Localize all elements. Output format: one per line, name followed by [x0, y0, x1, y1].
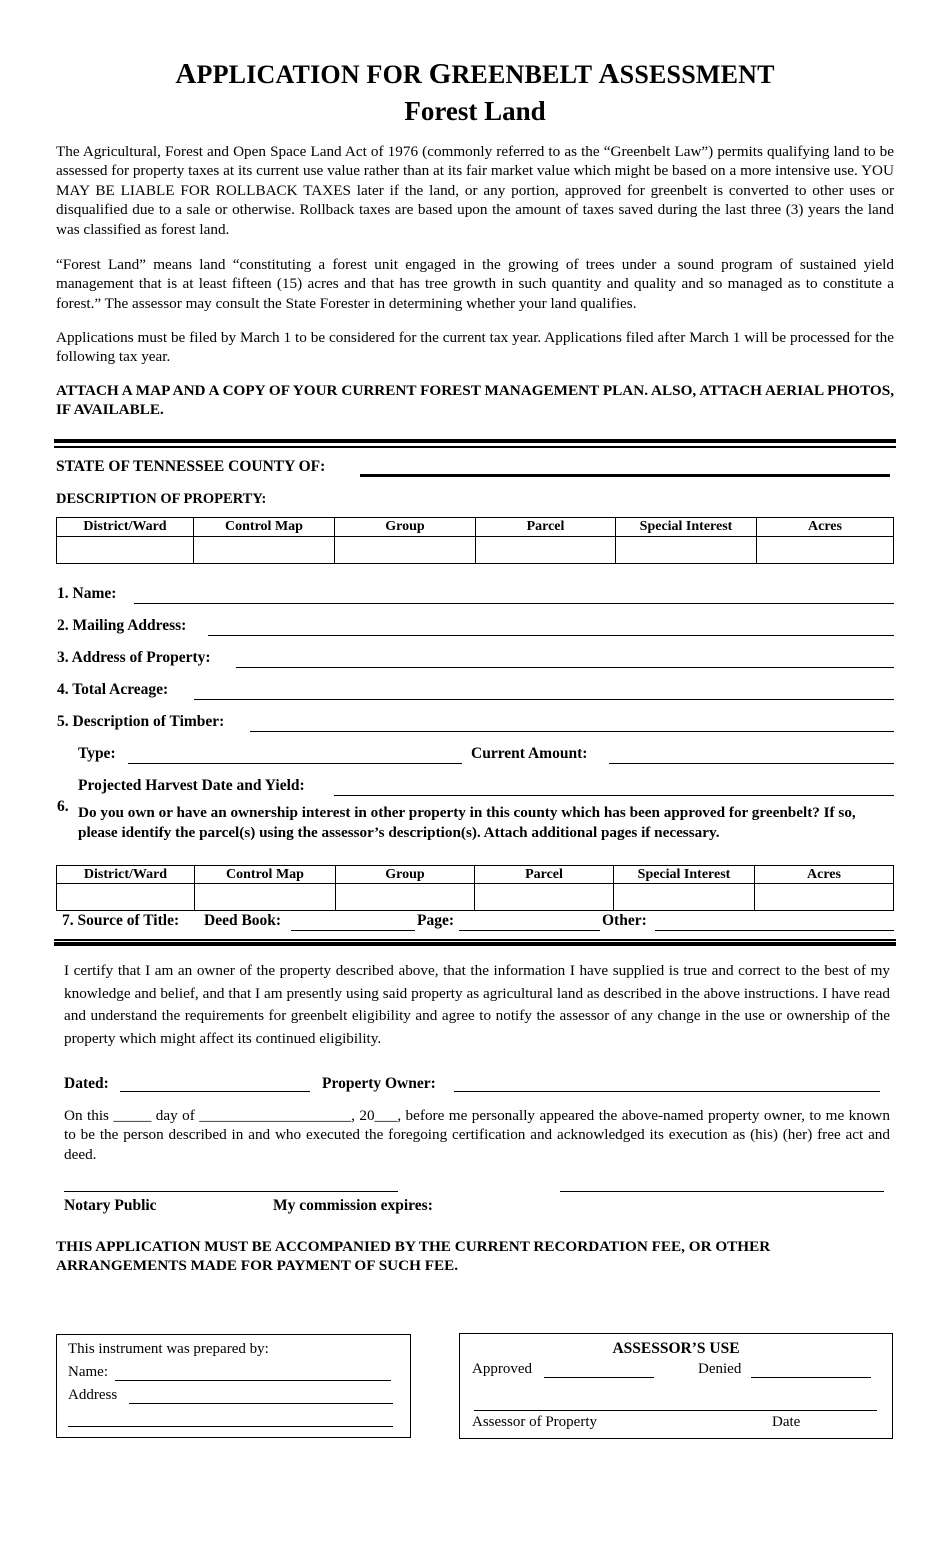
intro-paragraph-3: Applications must be filed by March 1 to be considered for the current tax year. Applications filed after March 1 will be processed for the following tax year. [56, 329, 894, 366]
prepared-name-label: Name: [68, 1364, 108, 1380]
property-owner-field[interactable] [454, 1091, 880, 1092]
title-part-3: SSESSMENT [619, 60, 775, 89]
cell-special-interest[interactable] [614, 884, 755, 911]
col-control-map: Control Map [195, 866, 336, 884]
cell-control-map[interactable] [194, 537, 335, 564]
prepared-by-box [56, 1334, 411, 1438]
total-acreage-field[interactable] [194, 699, 894, 700]
cell-control-map[interactable] [195, 884, 336, 911]
prepared-address-field[interactable] [129, 1403, 393, 1404]
page-subtitle: Forest Land [404, 96, 546, 126]
other-property-table [56, 865, 894, 911]
col-special-interest: Special Interest [616, 518, 757, 537]
prepared-address-label: Address [68, 1387, 118, 1403]
commission-expires-label: My commission expires: [273, 1197, 433, 1214]
assessor-date-label: Date [772, 1414, 801, 1430]
approved-field[interactable] [544, 1377, 654, 1378]
prepared-address-line-2[interactable] [68, 1426, 393, 1427]
page-title [0, 58, 950, 91]
title-cap-2: G [428, 58, 452, 90]
property-owner-label: Property Owner: [322, 1075, 436, 1092]
cell-district-ward[interactable] [57, 537, 194, 564]
total-acreage-label: 4. Total Acreage: [57, 681, 169, 698]
title-part-2: REENBELT [451, 60, 599, 89]
dated-field[interactable] [120, 1091, 310, 1092]
property-address-label: 3. Address of Property: [57, 649, 211, 666]
section-divider-bottom-thin [54, 939, 896, 941]
description-table [56, 517, 894, 564]
fee-notice: THIS APPLICATION MUST BE ACCOMPANIED BY THE CURRENT RECORDATION FEE, OR OTHER ARRANGEMENTS MADE FOR PAYMENT OF SUCH FEE. [56, 1238, 771, 1275]
certification-text: I certify that I am an owner of the property described above, that the information I have supplied is true and correct to the best of my knowledge and belief, and that I am presently using said property as agricultural land as described in the above instructions. I have read and understand the requirements for greenbelt eligibility and agree to notify the assessor of any change in the use or ownership of the property which might affect its continued eligibility. [64, 962, 890, 1047]
harvest-label: Projected Harvest Date and Yield: [78, 777, 305, 794]
col-acres: Acres [755, 866, 894, 884]
deed-book-field[interactable] [291, 930, 415, 931]
name-label: 1. Name: [57, 585, 117, 602]
county-label: STATE OF TENNESSEE COUNTY OF: [56, 458, 326, 475]
notary-public-label: Notary Public [64, 1197, 157, 1214]
attach-notice: ATTACH A MAP AND A COPY OF YOUR CURRENT FOREST MANAGEMENT PLAN. ALSO, ATTACH AERIAL PHOTOS, IF AVAILABLE. [56, 382, 894, 419]
assessor-of-property-label: Assessor of Property [472, 1414, 597, 1430]
section-divider-top-thin [54, 446, 896, 448]
col-district-ward: District/Ward [57, 518, 194, 537]
col-parcel: Parcel [476, 518, 616, 537]
col-parcel: Parcel [475, 866, 614, 884]
mailing-address-label: 2. Mailing Address: [57, 617, 187, 634]
title-part-1: PPLICATION FOR [196, 60, 429, 89]
question-6-number: 6. [57, 798, 69, 815]
name-field[interactable] [134, 603, 894, 604]
assessor-signature-line[interactable] [474, 1410, 877, 1411]
prepared-name-field[interactable] [115, 1380, 391, 1381]
timber-description-label: 5. Description of Timber: [57, 713, 225, 730]
cell-group[interactable] [335, 537, 476, 564]
other-label: Other: [602, 912, 647, 929]
page-field[interactable] [459, 930, 600, 931]
cell-group[interactable] [336, 884, 475, 911]
intro-paragraph-2: “Forest Land” means land “constituting a forest unit engaged in the growing of trees under a sound program of sustained yield management that is at least fifteen (15) acres and that has tree growth in such quantity and quality and so managed as to constitute a forest.” The assessor may consult the State Forester in determining whether your land qualifies. [56, 256, 894, 312]
denied-field[interactable] [751, 1377, 871, 1378]
prepared-by-heading: This instrument was prepared by: [68, 1341, 269, 1357]
deed-book-label: Deed Book: [204, 912, 282, 929]
county-field[interactable] [360, 474, 890, 477]
assessors-use-heading: ASSESSOR’S USE [612, 1340, 740, 1357]
property-address-field[interactable] [236, 667, 894, 668]
question-6-text: Do you own or have an ownership interest in other property in this county which has been approved for greenbelt? If so, please identify the parcel(s) using the assessor’s description(s). Attach additional pages if necessary. [78, 804, 856, 841]
cell-parcel[interactable] [475, 884, 614, 911]
notary-acknowledgement: On this _____ day of ____________________, 20___, before me personally appeared the above-named property owner, to me known to be the person described in and who executed the foregoing certification and acknowledged its execution as (his) (her) free act and deed. [64, 1107, 890, 1163]
cell-acres[interactable] [757, 537, 894, 564]
section-divider-bottom [54, 942, 896, 946]
col-control-map: Control Map [194, 518, 335, 537]
cell-acres[interactable] [755, 884, 894, 911]
timber-description-field[interactable] [250, 731, 894, 732]
page-label: Page: [417, 912, 455, 929]
current-amount-label: Current Amount: [471, 745, 588, 762]
type-field[interactable] [128, 763, 462, 764]
assessors-use-box [459, 1333, 893, 1439]
col-special-interest: Special Interest [614, 866, 755, 884]
harvest-field[interactable] [334, 795, 894, 796]
cell-district-ward[interactable] [57, 884, 195, 911]
section-divider-top [54, 439, 896, 443]
title-source-label: 7. Source of Title: [62, 912, 180, 929]
approved-label: Approved [472, 1361, 532, 1377]
col-acres: Acres [757, 518, 894, 537]
denied-label: Denied [698, 1361, 742, 1377]
mailing-address-field[interactable] [208, 635, 894, 636]
cell-parcel[interactable] [476, 537, 616, 564]
current-amount-field[interactable] [609, 763, 894, 764]
type-label: Type: [78, 745, 116, 762]
title-cap-3: A [598, 58, 620, 90]
col-district-ward: District/Ward [57, 866, 195, 884]
title-cap-1: A [175, 58, 197, 90]
commission-expiry-line[interactable] [560, 1191, 884, 1192]
other-field[interactable] [655, 930, 894, 931]
cell-special-interest[interactable] [616, 537, 757, 564]
notary-signature-line[interactable] [64, 1191, 398, 1192]
dated-label: Dated: [64, 1075, 109, 1092]
description-label: DESCRIPTION OF PROPERTY: [56, 491, 267, 507]
col-group: Group [336, 866, 475, 884]
col-group: Group [335, 518, 476, 537]
intro-paragraph-1: The Agricultural, Forest and Open Space Land Act of 1976 (commonly referred to as the “Greenbelt Law”) permits qualifying land to be assessed for property taxes at its current use value rather than at its fair market value which might be based on a more intensive use. YOU MAY BE LIABLE FOR ROLLBACK TAXES later if the land, or any portion, approved for greenbelt is converted to other uses or disqualified due to a sale or otherwise. Rollback taxes are based upon the amount of taxes saved during the last three (3) years the land was classified as forest land. [56, 143, 894, 238]
